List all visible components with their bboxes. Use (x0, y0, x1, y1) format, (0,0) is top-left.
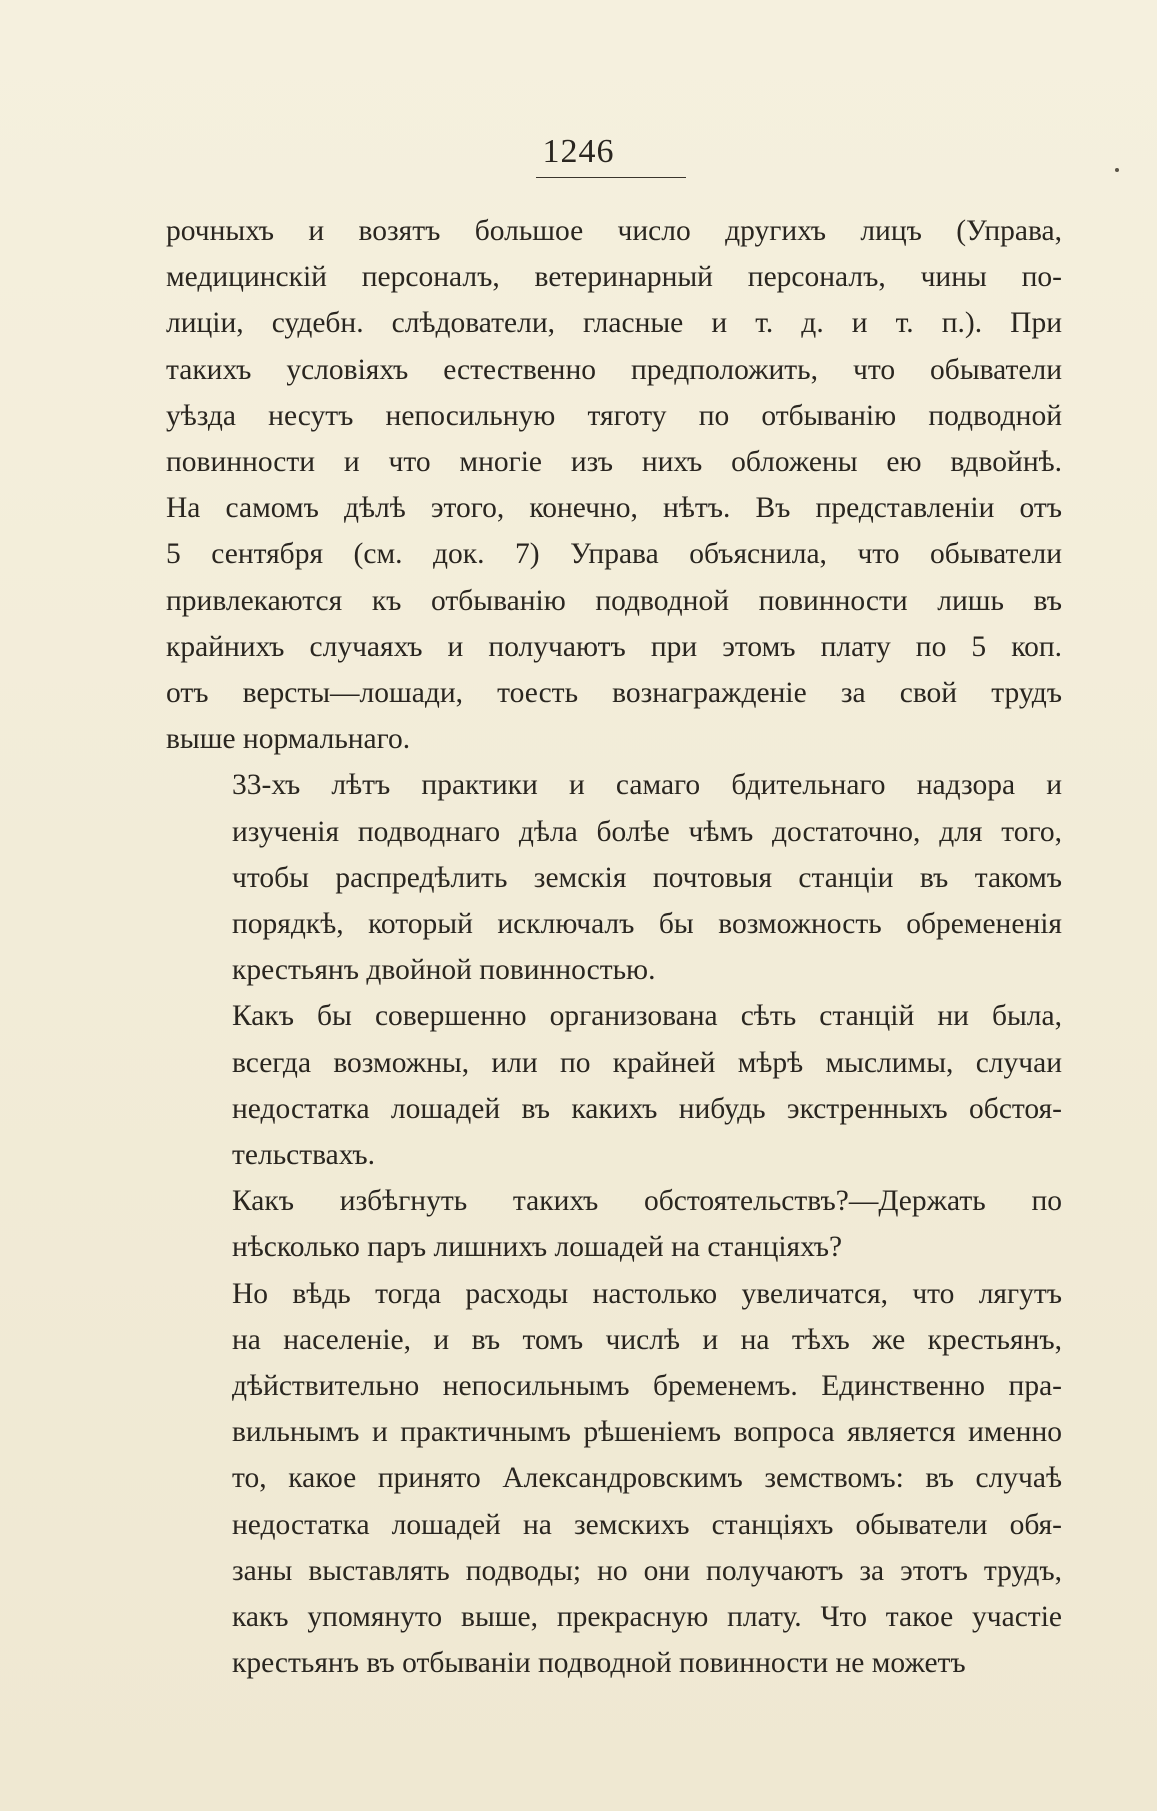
text-line: отъ версты—лошади, тоесть вознагражденіе за свой трудъ (166, 677, 1062, 710)
text-line: 33-хъ лѣтъ практики и самаго бдительнаго надзора и (232, 769, 1062, 802)
text-line: нѣсколько паръ лишнихъ лошадей на станціяхъ? (232, 1231, 843, 1264)
text-line: крестьянъ двойной повинностью. (232, 954, 656, 987)
text-line: тельствахъ. (232, 1139, 376, 1172)
text-line: недостатка лошадей на земскихъ станціяхъ обыватели обя- (232, 1508, 1062, 1541)
text-line: медицинскій персоналъ, ветеринарный персоналъ, чины по- (166, 261, 1062, 294)
text-line: 5 сентября (см. док. 7) Управа объяснила, что обыватели (166, 538, 1062, 571)
text-line: заны выставлять подводы; но они получаютъ за этотъ трудъ, (232, 1554, 1062, 1587)
text-line: недостатка лошадей въ какихъ нибудь экстренныхъ обстоя- (232, 1092, 1062, 1125)
text-line: то, какое принято Александровскимъ земствомъ: въ случаѣ (232, 1462, 1062, 1495)
body-text (166, 208, 1062, 1687)
text-line: такихъ условіяхъ естественно предположить, что обыватели (166, 353, 1062, 386)
page-header (0, 132, 1157, 172)
text-line: лиціи, судебн. слѣдователи, гласные и т. д. и т. п.). При (166, 307, 1062, 340)
header-rule (536, 177, 686, 178)
text-line: уѣзда несутъ непосильную тяготу по отбыванію подводной (166, 399, 1062, 432)
page-number: 1246 (542, 133, 615, 170)
text-line: Какъ бы совершенно организована сѣть станцій ни была, (232, 1000, 1062, 1033)
text-line: повинности и что многіе изъ нихъ обложены ею вдвойнѣ. (166, 446, 1062, 479)
paragraph (166, 1271, 1062, 1687)
text-line: крестьянъ въ отбываніи подводной повинности не можетъ (232, 1647, 966, 1680)
paragraph (166, 993, 1062, 1178)
paragraph (166, 762, 1062, 993)
text-line: какъ упомянуто выше, прекрасную плату. Что такое участіе (232, 1601, 1062, 1634)
paragraph (166, 208, 1062, 762)
text-line: дѣйствительно непосильнымъ бременемъ. Единственно пра- (232, 1370, 1062, 1403)
text-line: Какъ избѣгнуть такихъ обстоятельствъ?—Держать по (232, 1185, 1062, 1218)
text-line: всегда возможны, или по крайней мѣрѣ мыслимы, случаи (232, 1046, 1062, 1079)
text-line: вильнымъ и практичнымъ рѣшеніемъ вопроса является именно (232, 1416, 1062, 1449)
text-line: рочныхъ и возятъ большое число другихъ лицъ (Управа, (166, 215, 1062, 247)
text-line: Но вѣдь тогда расходы настолько увеличатся, что лягутъ (232, 1277, 1062, 1310)
text-line: крайнихъ случаяхъ и получаютъ при этомъ плату по 5 коп. (166, 630, 1062, 663)
speck-mark (1115, 168, 1119, 172)
text-line: чтобы распредѣлить земскія почтовыя станціи въ такомъ (232, 861, 1062, 894)
text-line: выше нормальнаго. (166, 723, 411, 756)
text-line: На самомъ дѣлѣ этого, конечно, нѣтъ. Въ представленіи отъ (166, 492, 1062, 525)
text-line: порядкѣ, который исключалъ бы возможность обремененія (232, 908, 1062, 941)
paragraph (166, 1178, 1062, 1270)
text-line: изученія подводнаго дѣла болѣе чѣмъ достаточно, для того, (232, 815, 1062, 848)
text-line: привлекаются къ отбыванію подводной повинности лишь въ (166, 584, 1062, 617)
text-line: на населеніе, и въ томъ числѣ и на тѣхъ же крестьянъ, (232, 1323, 1062, 1356)
